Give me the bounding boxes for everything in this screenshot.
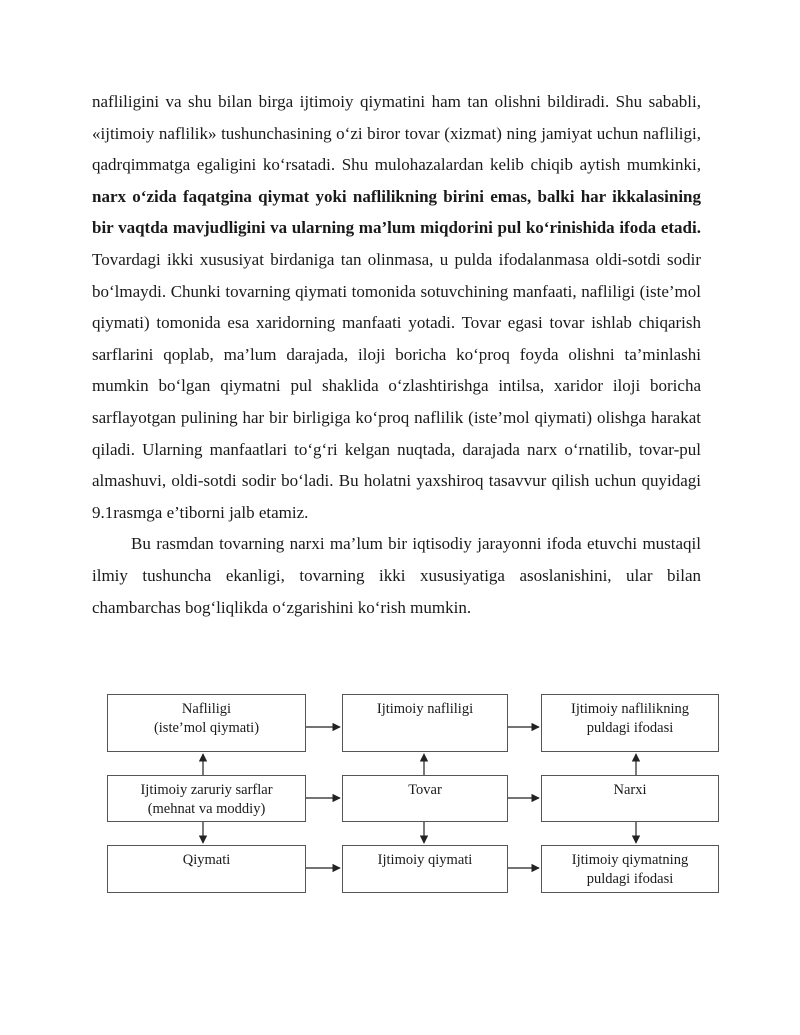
box-ijtimoiy-qiymati-line1: Ijtimoiy qiymati: [377, 852, 473, 868]
box-naflilik-ifodasi-line2: puldagi ifodasi: [586, 720, 674, 736]
box-ijtimoiy-qiymati: [342, 845, 508, 893]
box-zaruriy-sarflar-line1: Ijtimoiy zaruriy sarflar: [140, 782, 273, 798]
box-ijtimoiy-nafliligi: [342, 694, 508, 752]
paragraph-1-part-2: Tovardagi ikki xususiyat birdaniga tan olinmasa, u pulda ifodalanmasa oldi-sotdi sodir bo‘lmaydi. Chunki tovarning qiymati tomonida sotuvchining manfaati, nafliligi (iste’mol qiymati) tomonida esa xaridorning manfaati yotadi. Tovar egasi tovar ishlab chiqarish sarflarini qoplab, ma’lum darajada, iloji boricha ko‘proq foyda olishni ta’minlashi mumkin bo‘lgan qiymatni pul shaklida o‘zlashtirishga intilsa, xaridor iloji boricha sarflayotgan pulining har bir birligiga ko‘proq naflilik (iste’mol qiymati) olishga harakat qiladi. Ularning manfaatlari to‘g‘ri kelgan nuqtada, darajada narx o‘rnatilib, tovar-pul almashuvi, oldi-sotdi sodir bo‘ladi. Bu holatni yaxshiroq tasavvur qilish uchun quyidagi 9.1rasmga e’tiborni jalb etamiz.: [92, 249, 701, 522]
box-zaruriy-sarflar-line2: (mehnat va moddiy): [147, 801, 266, 817]
paragraph-1-bold-statement: narx o‘zida faqatgina qiymat yoki naflilikning birini emas, balki har ikkalasining bir vaqtda mavjudligini va ularning ma’lum miqdorini pul ko‘rinishida ifoda etadi.: [92, 186, 701, 238]
box-nafliligi: [107, 694, 306, 752]
box-qiymat-ifodasi-line2: puldagi ifodasi: [586, 871, 674, 887]
box-nafliligi-line1: Nafliligi: [181, 701, 232, 717]
box-tovar-line1: Tovar: [408, 782, 442, 798]
box-naflilik-ifodasi: [541, 694, 719, 752]
box-qiymat-ifodasi-line1: Ijtimoiy qiymatning: [571, 852, 689, 868]
box-qiymat-ifodasi: [541, 845, 719, 893]
box-narxi: [541, 775, 719, 822]
box-qiymati: [107, 845, 306, 893]
body-text: [92, 86, 701, 623]
paragraph-1: [92, 86, 701, 528]
box-qiymati-line1: Qiymati: [182, 852, 231, 868]
box-ijtimoiy-nafliligi-line1: Ijtimoiy nafliligi: [376, 701, 474, 717]
box-nafliligi-line2: (iste’mol qiymati): [153, 720, 260, 736]
box-tovar: [342, 775, 508, 822]
box-zaruriy-sarflar: [107, 775, 306, 822]
box-narxi-line1: Narxi: [613, 782, 647, 798]
paragraph-2: Bu rasmdan tovarning narxi ma’lum bir iqtisodiy jarayonni ifoda etuvchi mustaqil ilmiy tushuncha ekanligi, tovarning ikki xususiyatiga asoslanishini, ular bilan chambarchas bog‘liqlikda o‘zgarishini ko‘rish mumkin.: [92, 534, 701, 617]
paragraph-1-part-1: nafliligini va shu bilan birga ijtimoiy qiymatini ham tan olishni bildiradi. Shu sababli, «ijtimoiy naflilik» tushunchasining o‘zi biror tovar (xizmat) ning jamiyat uchun nafliligi, qadrqimmatga egaligini ko‘rsatadi. Shu mulohazalardan kelib chiqib aytish mumkinki,: [92, 92, 701, 175]
box-naflilik-ifodasi-line1: Ijtimoiy naflilikning: [570, 701, 689, 717]
